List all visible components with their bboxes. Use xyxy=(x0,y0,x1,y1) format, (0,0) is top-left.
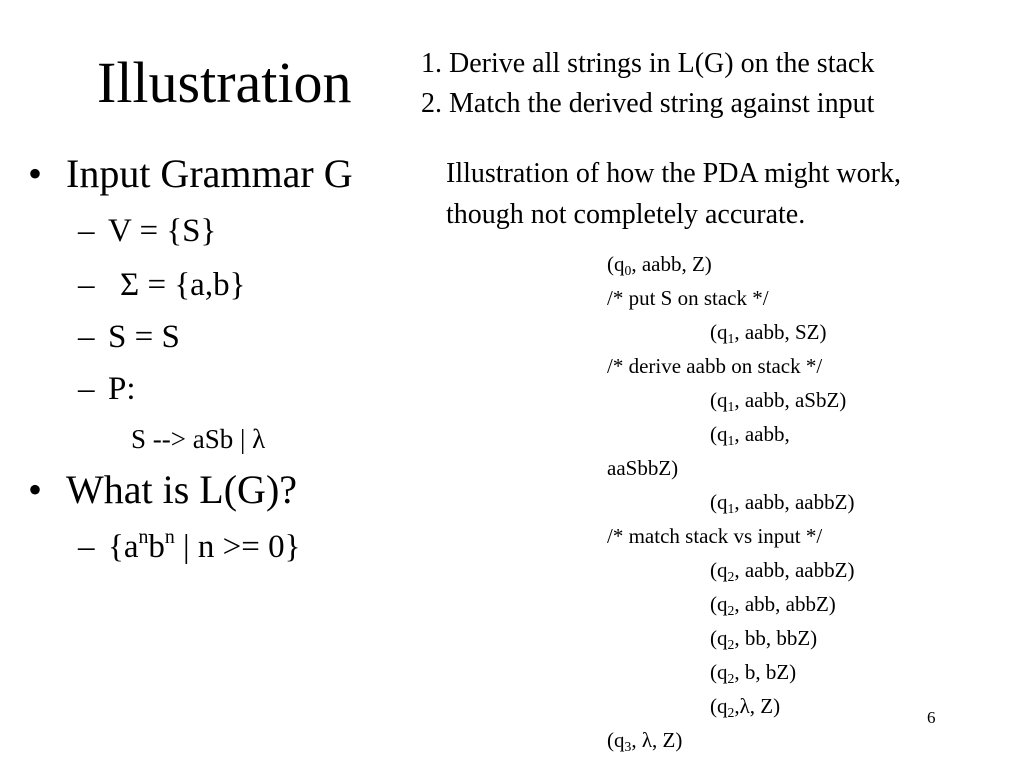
slide-title: Illustration xyxy=(97,50,352,115)
sub-bullet-sigma xyxy=(78,265,245,305)
config-rest: , Z) xyxy=(652,728,683,752)
trace-config-8 xyxy=(710,658,796,686)
page-number: 6 xyxy=(927,708,936,727)
note-line-1: Illustration of how the PDA might work, xyxy=(446,158,901,189)
trace-config-5 xyxy=(710,556,854,584)
sub-bullet-p xyxy=(78,369,136,409)
sub-bullet-s-text: S = S xyxy=(108,319,180,355)
bullet-dot: • xyxy=(28,151,43,196)
sub-bullet-language xyxy=(78,527,300,567)
sub-bullet-p-text: P: xyxy=(108,371,136,407)
lang-exponent-1: n xyxy=(138,526,149,549)
trace-config-2 xyxy=(710,386,846,414)
config-open: (q xyxy=(607,728,625,752)
config-open: (q xyxy=(710,388,728,412)
state-subscript: 2 xyxy=(727,568,735,584)
trace-comment-put: /* put S on stack */ xyxy=(607,286,769,310)
trace-config-0 xyxy=(607,250,712,278)
lambda-symbol: λ xyxy=(739,694,750,718)
production-rule xyxy=(131,422,265,456)
trace-config-3 xyxy=(710,420,790,448)
config-rest: , abb, abbZ) xyxy=(734,592,836,616)
trace-config-4 xyxy=(710,488,854,516)
state-subscript: 1 xyxy=(727,398,735,414)
config-open: (q xyxy=(607,252,625,276)
bullet-what-is xyxy=(28,466,297,514)
config-rest: , aabb, xyxy=(734,422,790,446)
lang-exponent-2: n xyxy=(164,526,175,549)
bullet-dot: • xyxy=(28,467,43,512)
config-rest: , aabb, aSbZ) xyxy=(734,388,847,412)
trace-config-3-wrap: aaSbbZ) xyxy=(607,456,679,480)
sub-bullet-s xyxy=(78,317,180,357)
trace-comment-match: /* match stack vs input */ xyxy=(607,524,823,548)
lang-b: b xyxy=(148,529,165,565)
illustration-note xyxy=(446,153,901,235)
state-subscript: 0 xyxy=(624,262,632,278)
note-line-2: though not completely accurate. xyxy=(446,199,806,230)
state-subscript: 2 xyxy=(727,636,735,652)
trace-config-7 xyxy=(710,624,817,652)
dash: – xyxy=(78,319,95,355)
lang-open: {a xyxy=(108,529,139,565)
state-subscript: 2 xyxy=(727,670,735,686)
state-subscript: 3 xyxy=(624,738,632,754)
config-rest: , aabb, aabbZ) xyxy=(734,558,855,582)
config-rest: , aabb, aabbZ) xyxy=(734,490,855,514)
trace-config-6 xyxy=(710,590,836,618)
config-open: (q xyxy=(710,694,728,718)
config-open: (q xyxy=(710,490,728,514)
bullet-input-grammar-text: Input Grammar G xyxy=(66,151,353,196)
config-separator: , xyxy=(631,728,642,752)
config-open: (q xyxy=(710,660,728,684)
bullet-input-grammar xyxy=(28,150,353,198)
dash: – xyxy=(78,267,95,303)
step-2: 2. Match the derived string against input xyxy=(421,88,875,119)
sub-bullet-v-text: V = {S} xyxy=(108,213,217,249)
state-subscript: 1 xyxy=(727,432,735,448)
dash: – xyxy=(78,371,95,407)
config-rest: , aabb, Z) xyxy=(631,252,712,276)
state-subscript: 1 xyxy=(727,500,735,516)
config-rest: , aabb, SZ) xyxy=(734,320,827,344)
config-rest: , b, bZ) xyxy=(734,660,797,684)
sub-bullet-sigma-text: = {a,b} xyxy=(139,267,246,303)
config-open: (q xyxy=(710,422,728,446)
sigma-symbol: Σ xyxy=(120,267,140,303)
state-subscript: 2 xyxy=(727,704,735,720)
config-open: (q xyxy=(710,592,728,616)
state-subscript: 2 xyxy=(727,602,735,618)
production-text: S --> aSb | xyxy=(131,424,253,454)
trace-config-1 xyxy=(710,318,826,346)
config-separator: , xyxy=(734,694,740,718)
config-rest: , bb, bbZ) xyxy=(734,626,818,650)
steps-list xyxy=(421,44,874,124)
lang-rest: | n >= 0} xyxy=(174,529,301,565)
trace-config-9 xyxy=(710,692,780,720)
state-subscript: 1 xyxy=(727,330,735,346)
lambda-symbol: λ xyxy=(252,424,266,454)
sub-bullet-v xyxy=(78,211,216,251)
config-open: (q xyxy=(710,320,728,344)
dash: – xyxy=(78,213,95,249)
config-open: (q xyxy=(710,558,728,582)
step-1: 1. Derive all strings in L(G) on the stack xyxy=(421,48,875,79)
lambda-symbol: λ xyxy=(641,728,653,752)
config-open: (q xyxy=(710,626,728,650)
trace-comment-derive: /* derive aabb on stack */ xyxy=(607,354,823,378)
dash: – xyxy=(78,529,95,565)
config-rest: , Z) xyxy=(749,694,781,718)
bullet-what-is-text: What is L(G)? xyxy=(66,467,298,512)
trace-config-10 xyxy=(607,726,682,754)
